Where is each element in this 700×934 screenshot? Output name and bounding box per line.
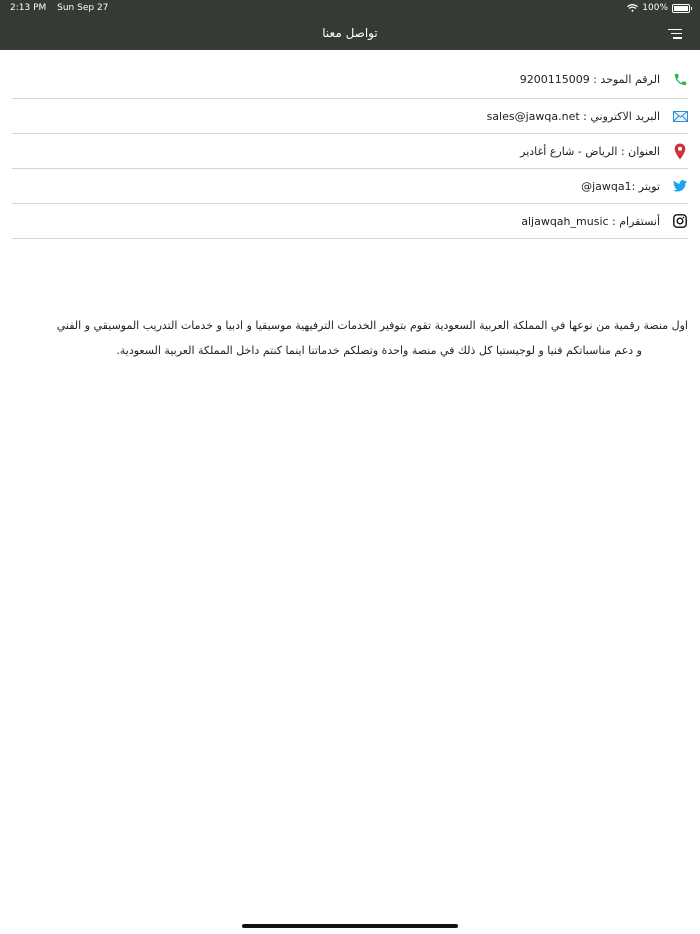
contact-email-text: البريد الاكتروني : sales@jawqa.net xyxy=(486,109,660,123)
instagram-icon xyxy=(672,213,688,229)
wifi-icon xyxy=(627,4,638,12)
about-text xyxy=(12,313,688,363)
contact-row-phone[interactable] xyxy=(12,60,688,99)
top-bar xyxy=(0,0,700,50)
contact-twitter-text: تويتر :jawqa1@ xyxy=(581,179,660,193)
contact-list xyxy=(12,60,688,239)
page-title: تواصل معنا xyxy=(322,26,378,40)
about-line-1: اول منصة رقمية من نوعها في المملكة العربية السعودية تقوم بتوفير الخدمات الترفيهية موسيقيا و ادبيا و خدمات التدريب الموسيقي و الفني xyxy=(56,319,688,332)
contact-phone-text: الرقم الموحد : 9200115009 xyxy=(519,72,660,86)
status-bar-left xyxy=(10,3,116,13)
contact-address-text: العنوان : الرياض - شارع أغادير xyxy=(520,144,660,158)
contact-row-twitter[interactable] xyxy=(12,169,688,204)
twitter-icon xyxy=(672,178,688,194)
contact-row-instagram[interactable] xyxy=(12,204,688,239)
contact-row-address[interactable] xyxy=(12,134,688,169)
battery-icon xyxy=(672,4,690,13)
contact-row-email[interactable] xyxy=(12,99,688,134)
contact-instagram-text: أنستقرام : aljawqah_music xyxy=(521,214,660,228)
battery-percent: 100% xyxy=(642,3,668,13)
status-bar-right xyxy=(627,3,690,13)
status-time: 2:13 PM xyxy=(10,3,47,13)
phone-icon xyxy=(672,71,688,87)
status-date: Sun Sep 27 xyxy=(57,3,109,13)
menu-icon[interactable] xyxy=(668,29,682,39)
home-indicator xyxy=(242,924,458,928)
location-pin-icon xyxy=(672,143,688,159)
mail-icon xyxy=(672,108,688,124)
about-line-2: و دعم مناسباتكم فنيا و لوجيستيا كل ذلك في منصة واحدة وتصلكم خدماتنا اينما كنتم داخل المملكة العربية السعودية. xyxy=(116,344,642,357)
